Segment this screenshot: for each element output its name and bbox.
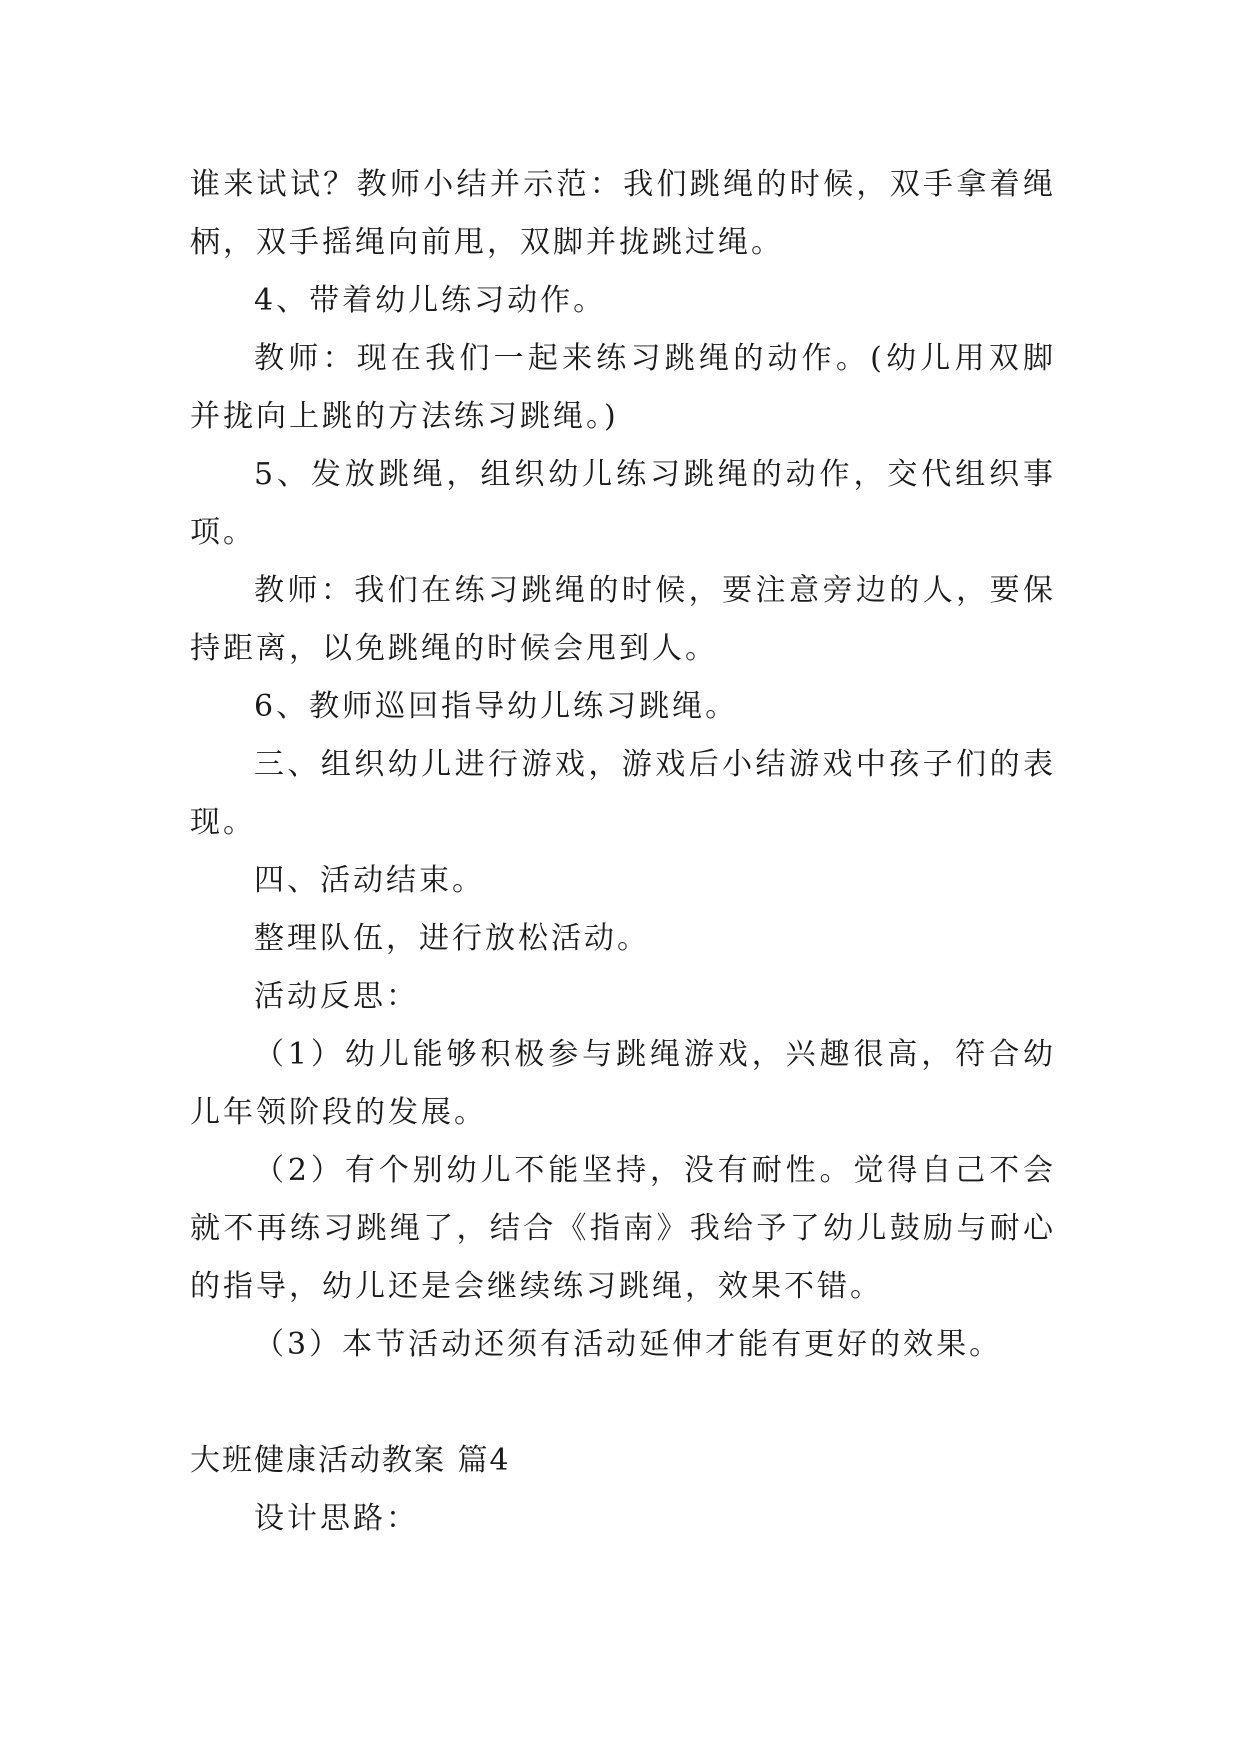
- paragraph-line: 整理队伍，进行放松活动。: [254, 921, 650, 956]
- paragraph-line: 4、带着幼儿练习动作。: [254, 283, 607, 318]
- paragraph-line: （3）本节活动还须有活动延伸才能有更好的效果。: [254, 1327, 1003, 1362]
- paragraph-line: 现。: [190, 805, 256, 840]
- paragraph-line: 5、发放跳绳，组织幼儿练习跳绳的动作，交代组织事: [254, 457, 1056, 492]
- paragraph-line: （2）有个别幼儿不能坚持，没有耐性。觉得自己不会: [254, 1153, 1056, 1188]
- paragraph-line: 柄，双手摇绳向前甩，双脚并拢跳过绳。: [190, 225, 784, 260]
- paragraph-line: （1）幼儿能够积极参与跳绳游戏，兴趣很高，符合幼: [254, 1037, 1056, 1072]
- paragraph-line: 儿年领阶段的发展。: [190, 1095, 487, 1130]
- paragraph-line: 活动反思：: [254, 979, 419, 1014]
- paragraph-line: 项。: [190, 515, 256, 550]
- paragraph-line: 就不再练习跳绳了，结合《指南》我给予了幼儿鼓励与耐心: [190, 1211, 1056, 1246]
- paragraph-line: 6、教师巡回指导幼儿练习跳绳。: [254, 689, 739, 724]
- paragraph-line: 教师：我们在练习跳绳的时候，要注意旁边的人，要保: [254, 573, 1056, 608]
- paragraph-line: 设计思路：: [254, 1501, 419, 1536]
- paragraph-line: 持距离，以免跳绳的时候会甩到人。: [190, 631, 718, 666]
- section-heading: 大班健康活动教案 篇4: [190, 1443, 511, 1478]
- paragraph-line: 的指导，幼儿还是会继续练习跳绳，效果不错。: [190, 1269, 883, 1304]
- paragraph-line: 并拢向上跳的方法练习跳绳。): [190, 399, 619, 434]
- paragraph-line: 四、活动结束。: [254, 863, 485, 898]
- paragraph-line: 谁来试试？教师小结并示范：我们跳绳的时候，双手拿着绳: [190, 167, 1056, 202]
- paragraph-line: 教师：现在我们一起来练习跳绳的动作。(幼儿用双脚: [254, 341, 1056, 376]
- paragraph-line: 三、组织幼儿进行游戏，游戏后小结游戏中孩子们的表: [254, 747, 1056, 782]
